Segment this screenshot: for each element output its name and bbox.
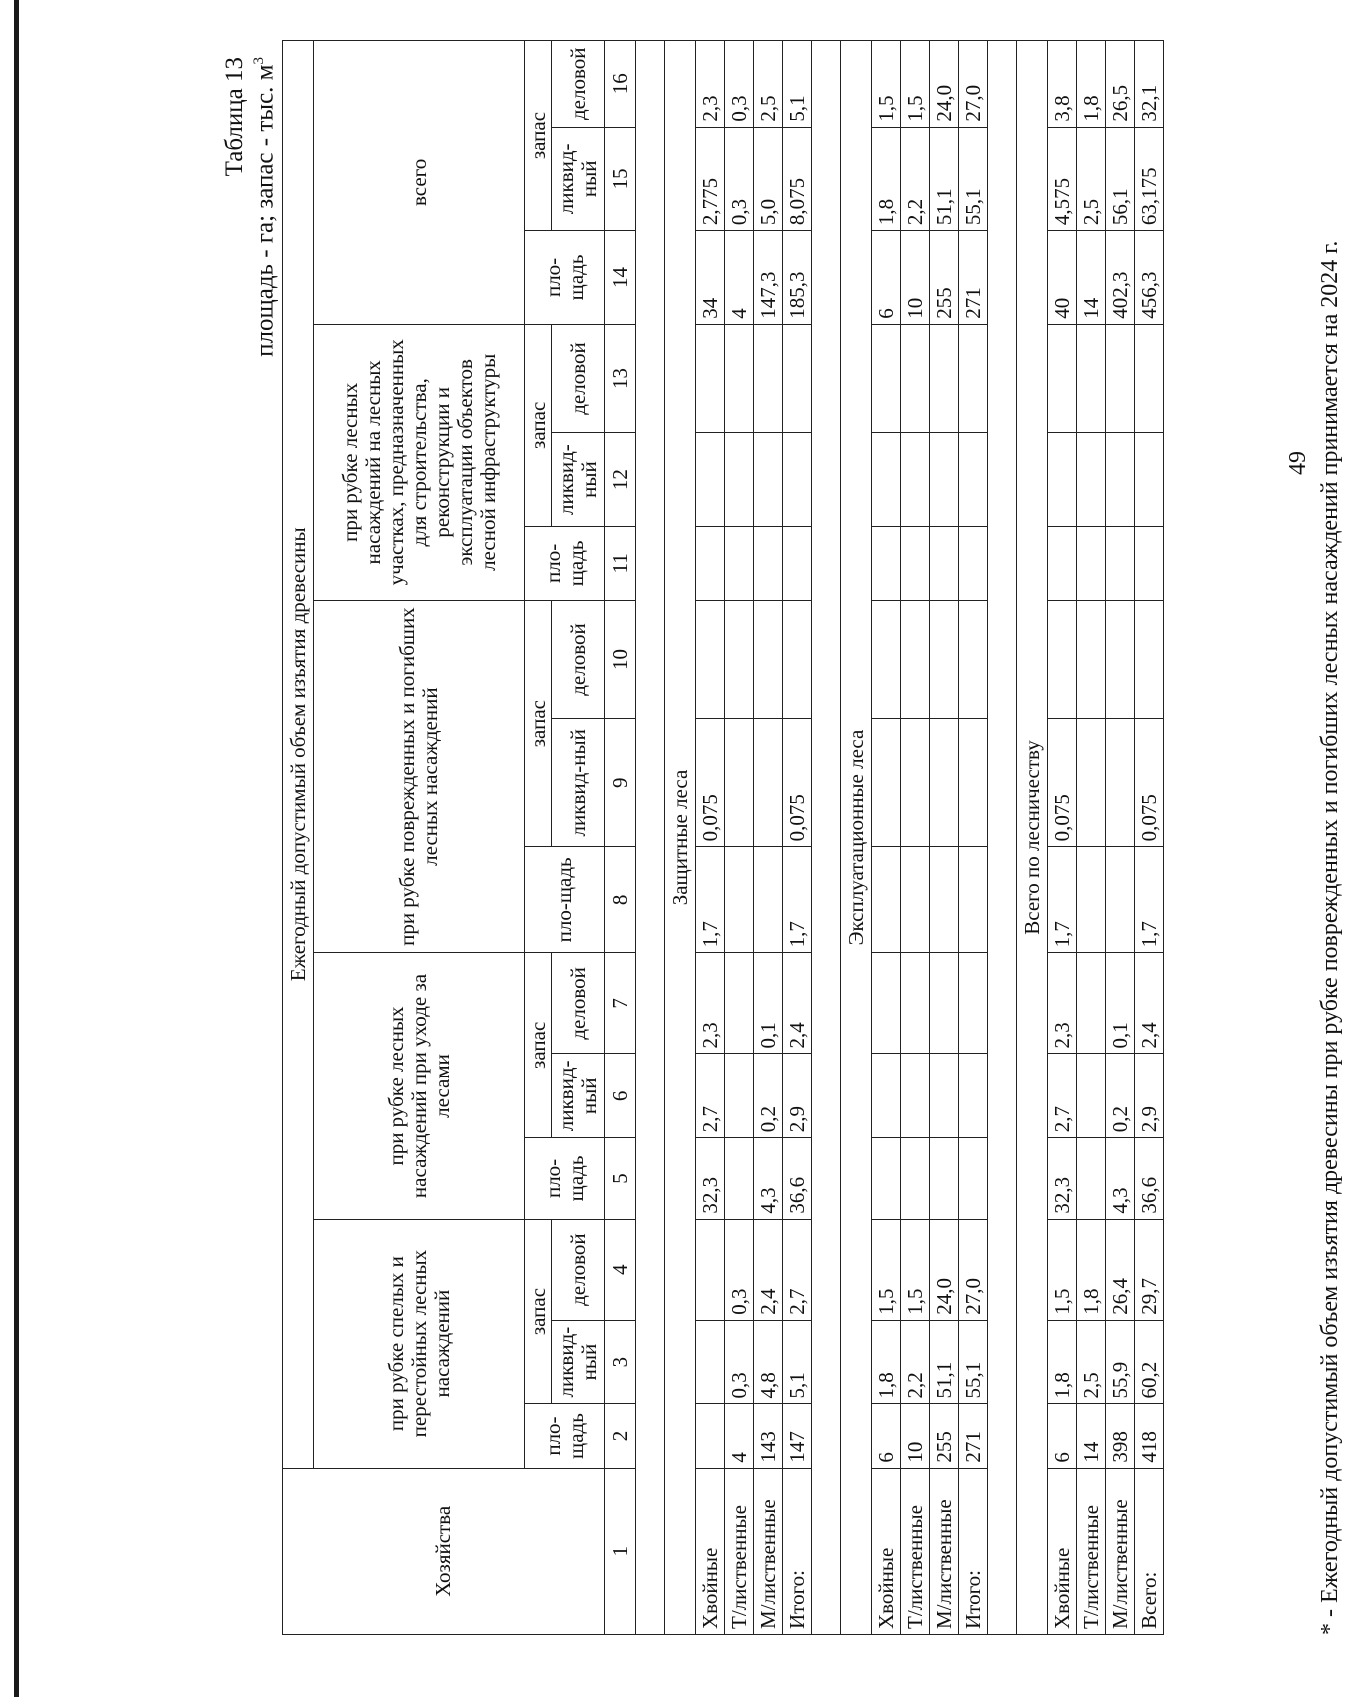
column-number: 9 — [605, 719, 636, 847]
table-cell: 185,3 — [783, 231, 812, 325]
table-cell — [872, 847, 901, 953]
table-cell: 5,1 — [783, 41, 812, 128]
table-cell: 2,5 — [754, 41, 783, 128]
table-row — [1106, 41, 1135, 1635]
group-header-mature: при рубке спелых и перестойных лесных насаждений — [314, 1219, 525, 1468]
table-cell — [696, 433, 725, 527]
table-cell — [1048, 433, 1077, 527]
table-cell: 14 — [1077, 231, 1106, 325]
table-cell — [1077, 433, 1106, 527]
table-cell: 0,075 — [783, 719, 812, 847]
footnote: * - Ежегодный допустимый объем изъятия древесины при рубке поврежденных и погибших лесных насаждений принимается на 2024 г. — [1317, 240, 1343, 1635]
rotated-page-content — [220, 25, 1350, 1665]
stock-header: запас — [525, 1219, 552, 1404]
header-row-groups — [314, 41, 525, 1635]
table-cell — [930, 847, 959, 953]
table-cell — [901, 847, 930, 953]
table-cell: 1,5 — [901, 1219, 930, 1320]
table-cell — [1135, 324, 1164, 432]
table-cell — [696, 1219, 725, 1320]
table-cell: 147 — [783, 1404, 812, 1468]
table-cell — [1077, 719, 1106, 847]
table-cell — [959, 600, 988, 718]
table-cell: 0,2 — [1106, 1054, 1135, 1138]
table-cell: 2,4 — [754, 1219, 783, 1320]
column-number: 6 — [605, 1054, 636, 1138]
table-cell — [696, 1404, 725, 1468]
table-cell: 456,3 — [1135, 231, 1164, 325]
table-cell — [959, 526, 988, 600]
column-number: 8 — [605, 847, 636, 953]
column-number: 16 — [605, 41, 636, 128]
table-cell: 55,9 — [1106, 1320, 1135, 1404]
table-cell — [783, 526, 812, 600]
table-cell: 2,9 — [1135, 1054, 1164, 1138]
table-cell — [783, 600, 812, 718]
table-cell — [901, 719, 930, 847]
table-cell: 2,9 — [783, 1054, 812, 1138]
row-label: Хвойные — [696, 1468, 725, 1634]
table-row — [901, 41, 930, 1635]
table-cell — [725, 719, 754, 847]
units-note — [246, 57, 278, 357]
table-cell: 3,8 — [1048, 41, 1077, 128]
table-cell: 2,4 — [1135, 953, 1164, 1054]
table-cell — [930, 953, 959, 1054]
table-cell: 402,3 — [1106, 231, 1135, 325]
table-cell — [1135, 600, 1164, 718]
table-cell: 29,7 — [1135, 1219, 1164, 1320]
header-row-stock — [525, 41, 552, 1635]
table-cell: 51,1 — [930, 127, 959, 231]
table-cell: 143 — [754, 1404, 783, 1468]
table-cell: 1,8 — [1048, 1320, 1077, 1404]
table-cell: 26,4 — [1106, 1219, 1135, 1320]
table-cell — [959, 1054, 988, 1138]
header-row-top — [283, 41, 314, 1635]
table-cell: 32,3 — [696, 1138, 725, 1219]
table-cell — [1077, 526, 1106, 600]
table-cell — [1106, 324, 1135, 432]
table-cell — [754, 847, 783, 953]
table-cell — [872, 1138, 901, 1219]
table-cell: 55,1 — [959, 127, 988, 231]
table-cell — [696, 324, 725, 432]
table-cell: 2,4 — [783, 953, 812, 1054]
table-cell: 271 — [959, 1404, 988, 1468]
column-number: 3 — [605, 1320, 636, 1404]
table-cell: 51,1 — [930, 1320, 959, 1404]
table-cell — [1135, 433, 1164, 527]
table-cell: 1,5 — [872, 1219, 901, 1320]
column-number: 7 — [605, 953, 636, 1054]
table-cell: 0,075 — [696, 719, 725, 847]
table-cell — [872, 526, 901, 600]
column-number: 2 — [605, 1404, 636, 1468]
table-cell — [901, 526, 930, 600]
spacer-row — [636, 41, 665, 1635]
business-header: деловой — [552, 1219, 605, 1320]
harvest-volume-table — [282, 40, 1164, 1635]
table-cell: 4,3 — [1106, 1138, 1135, 1219]
table-cell: 55,1 — [959, 1320, 988, 1404]
table-row — [754, 41, 783, 1635]
group-header-total: всего — [314, 41, 525, 325]
table-cell — [1048, 526, 1077, 600]
business-header: деловой — [552, 324, 605, 432]
table-cell — [725, 1138, 754, 1219]
table-cell: 5,1 — [783, 1320, 812, 1404]
column-number: 15 — [605, 127, 636, 231]
spacer-row — [812, 41, 841, 1635]
area-header: пло-щадь — [525, 526, 605, 600]
area-header: пло-щадь — [525, 847, 605, 953]
stock-header: запас — [525, 953, 552, 1138]
table-cell — [930, 600, 959, 718]
table-cell: 32,1 — [1135, 41, 1164, 128]
table-cell: 255 — [930, 1404, 959, 1468]
table-cell — [872, 324, 901, 432]
table-cell: 32,3 — [1048, 1138, 1077, 1219]
table-cell: 0,2 — [754, 1054, 783, 1138]
spacer-cell — [812, 41, 841, 1635]
table-cell — [725, 847, 754, 953]
column-number: 5 — [605, 1138, 636, 1219]
table-cell — [901, 433, 930, 527]
liquid-header: ликвид-ный — [552, 719, 605, 847]
column-number: 4 — [605, 1219, 636, 1320]
table-cell: 5,0 — [754, 127, 783, 231]
table-cell — [783, 324, 812, 432]
table-cell: 40 — [1048, 231, 1077, 325]
table-cell: 2,3 — [696, 41, 725, 128]
table-cell: 1,5 — [872, 41, 901, 128]
table-cell: 1,5 — [1048, 1219, 1077, 1320]
table-cell: 1,8 — [872, 127, 901, 231]
table-cell — [901, 1138, 930, 1219]
table-cell — [930, 526, 959, 600]
table-row — [696, 41, 725, 1635]
table-cell — [1048, 600, 1077, 718]
table-cell — [1135, 526, 1164, 600]
table-cell: 14 — [1077, 1404, 1106, 1468]
table-cell: 2,7 — [783, 1219, 812, 1320]
table-cell — [901, 324, 930, 432]
table-cell — [1106, 847, 1135, 953]
group-header-tending: при рубке лесных насаждений при уходе за лесами — [314, 953, 525, 1219]
spacer-cell — [636, 41, 665, 1635]
stock-header: запас — [525, 600, 552, 847]
table-cell — [725, 526, 754, 600]
table-cell: 2,2 — [901, 127, 930, 231]
table-cell — [783, 433, 812, 527]
group-header-infrastructure: при рубке лесных насаждений на лесных участках, предназначенных для строительства, реконструкции и эксплуатации объектов лесной инфраструктуры — [314, 324, 525, 600]
table-cell: 6 — [872, 231, 901, 325]
row-label: Хвойные — [1048, 1468, 1077, 1634]
row-label: Т/лиственные — [901, 1468, 930, 1634]
table-cell: 36,6 — [1135, 1138, 1164, 1219]
section-title: Защитные леса — [665, 41, 696, 1635]
table-cell: 0,1 — [1106, 953, 1135, 1054]
business-header: деловой — [552, 953, 605, 1054]
table-cell — [696, 526, 725, 600]
table-cell — [872, 719, 901, 847]
row-label: М/лиственные — [754, 1468, 783, 1634]
table-cell: 2,775 — [696, 127, 725, 231]
table-cell — [930, 324, 959, 432]
table-cell — [754, 526, 783, 600]
table-cell: 0,1 — [754, 953, 783, 1054]
column-number: 10 — [605, 600, 636, 718]
group-header-damaged: при рубке поврежденных и погибших лесных насаждений — [314, 600, 525, 953]
table-cell — [1077, 324, 1106, 432]
table-cell: 4,3 — [754, 1138, 783, 1219]
table-cell: 1,7 — [783, 847, 812, 953]
table-cell: 6 — [872, 1404, 901, 1468]
table-cell: 2,2 — [901, 1320, 930, 1404]
table-cell: 1,8 — [1077, 41, 1106, 128]
table-cell — [725, 600, 754, 718]
table-cell: 8,075 — [783, 127, 812, 231]
binder-edge-line — [14, 0, 19, 1697]
table-cell — [901, 600, 930, 718]
row-label: М/лиственные — [930, 1468, 959, 1634]
section-title-row — [841, 41, 872, 1635]
column-number: 12 — [605, 433, 636, 527]
table-cell: 2,3 — [696, 953, 725, 1054]
table-cell: 1,5 — [901, 41, 930, 128]
units-text: площадь - га; запас - тыс. м — [251, 64, 279, 357]
table-cell — [696, 1320, 725, 1404]
table-cell: 255 — [930, 231, 959, 325]
table-cell: 1,8 — [1077, 1219, 1106, 1320]
table-cell — [901, 953, 930, 1054]
business-header: деловой — [552, 600, 605, 718]
table-cell: 2,7 — [696, 1054, 725, 1138]
table-cell: 1,7 — [1135, 847, 1164, 953]
table-cell — [872, 1054, 901, 1138]
liquid-header: ликвид-ный — [552, 1054, 605, 1138]
table-cell: 0,075 — [1048, 719, 1077, 847]
table-cell: 0,3 — [725, 1219, 754, 1320]
row-label: Итого: — [959, 1468, 988, 1634]
area-header: пло-щадь — [525, 231, 605, 325]
table-caption: Таблица 13 — [221, 57, 248, 177]
table-row — [1135, 41, 1164, 1635]
table-body — [605, 41, 1164, 1635]
area-header: пло-щадь — [525, 1138, 605, 1219]
table-cell — [725, 953, 754, 1054]
table-cell — [696, 600, 725, 718]
table-cell: 10 — [901, 1404, 930, 1468]
table-row — [1048, 41, 1077, 1635]
table-cell — [725, 433, 754, 527]
units-superscript: 3 — [251, 57, 267, 65]
column-number: 13 — [605, 324, 636, 432]
table-cell: 1,7 — [696, 847, 725, 953]
table-cell: 2,5 — [1077, 127, 1106, 231]
area-header: пло-щадь — [525, 1404, 605, 1468]
stock-header: запас — [525, 41, 552, 231]
business-header: деловой — [552, 41, 605, 128]
table-cell: 63,175 — [1135, 127, 1164, 231]
table-cell: 24,0 — [930, 1219, 959, 1320]
table-cell — [930, 719, 959, 847]
table-cell — [930, 433, 959, 527]
section-title: Эксплуатационные леса — [841, 41, 872, 1635]
table-cell: 0,3 — [725, 127, 754, 231]
table-cell: 1,7 — [1048, 847, 1077, 953]
table-cell — [959, 433, 988, 527]
page-number: 49 — [1285, 451, 1311, 475]
table-cell — [1106, 433, 1135, 527]
table-cell: 418 — [1135, 1404, 1164, 1468]
table-cell: 2,5 — [1077, 1320, 1106, 1404]
table-row — [783, 41, 812, 1635]
column-number: 14 — [605, 231, 636, 325]
table-cell — [901, 1054, 930, 1138]
table-cell: 4 — [725, 1404, 754, 1468]
row-label: Хвойные — [872, 1468, 901, 1634]
table-cell — [754, 433, 783, 527]
liquid-header: ликвид-ный — [552, 127, 605, 231]
table-cell — [1077, 847, 1106, 953]
table-cell: 4,575 — [1048, 127, 1077, 231]
table-cell — [959, 324, 988, 432]
row-label: Всего: — [1135, 1468, 1164, 1634]
row-label: Итого: — [783, 1468, 812, 1634]
table-row — [930, 41, 959, 1635]
row-label: М/лиственные — [1106, 1468, 1135, 1634]
table-cell — [959, 719, 988, 847]
section-title: Всего по лесничеству — [1017, 41, 1048, 1635]
table-cell: 2,7 — [1048, 1054, 1077, 1138]
stock-header: запас — [525, 324, 552, 526]
table-cell: 6 — [1048, 1404, 1077, 1468]
table-cell: 147,3 — [754, 231, 783, 325]
liquid-header: ликвид-ный — [552, 1320, 605, 1404]
table-cell — [754, 600, 783, 718]
table-row — [1077, 41, 1106, 1635]
table-cell: 24,0 — [930, 41, 959, 128]
liquid-header: ликвид-ный — [552, 433, 605, 527]
row-label: Т/лиственные — [725, 1468, 754, 1634]
table-cell: 27,0 — [959, 41, 988, 128]
spacer-row — [988, 41, 1017, 1635]
table-cell — [754, 324, 783, 432]
table-cell — [754, 719, 783, 847]
table-cell — [872, 600, 901, 718]
table-cell — [1077, 953, 1106, 1054]
table-cell — [959, 1138, 988, 1219]
table-cell — [1106, 719, 1135, 847]
table-cell: 398 — [1106, 1404, 1135, 1468]
table-cell: 26,5 — [1106, 41, 1135, 128]
table-cell — [725, 1054, 754, 1138]
spacer-cell — [988, 41, 1017, 1635]
table-cell — [1106, 600, 1135, 718]
farms-header: Хозяйства — [283, 1468, 605, 1634]
table-cell — [1048, 324, 1077, 432]
table-cell: 0,3 — [725, 1320, 754, 1404]
table-cell: 1,8 — [872, 1320, 901, 1404]
table-row — [959, 41, 988, 1635]
table-cell — [930, 1138, 959, 1219]
table-cell: 34 — [696, 231, 725, 325]
table-cell: 27,0 — [959, 1219, 988, 1320]
table-cell: 10 — [901, 231, 930, 325]
table-cell: 0,3 — [725, 41, 754, 128]
row-label: Т/лиственные — [1077, 1468, 1106, 1634]
table-cell — [1077, 1138, 1106, 1219]
section-title-row — [1017, 41, 1048, 1635]
table-cell — [1077, 600, 1106, 718]
table-cell — [1106, 526, 1135, 600]
column-number: 11 — [605, 526, 636, 600]
table-cell — [872, 953, 901, 1054]
table-cell: 4 — [725, 231, 754, 325]
column-number-row — [605, 41, 636, 1635]
section-title-row — [665, 41, 696, 1635]
annual-volume-header: Ежегодный допустимый объем изъятия древесины — [283, 41, 314, 1469]
column-number: 1 — [605, 1468, 636, 1634]
table-cell — [872, 433, 901, 527]
table-cell — [959, 953, 988, 1054]
table-cell — [725, 324, 754, 432]
table-cell: 2,3 — [1048, 953, 1077, 1054]
table-row — [725, 41, 754, 1635]
table-cell — [930, 1054, 959, 1138]
table-cell: 271 — [959, 231, 988, 325]
table-row — [872, 41, 901, 1635]
table-cell: 36,6 — [783, 1138, 812, 1219]
table-cell: 60,2 — [1135, 1320, 1164, 1404]
table-cell — [1077, 1054, 1106, 1138]
table-cell: 56,1 — [1106, 127, 1135, 231]
table-cell: 4,8 — [754, 1320, 783, 1404]
table-cell: 0,075 — [1135, 719, 1164, 847]
table-cell — [959, 847, 988, 953]
